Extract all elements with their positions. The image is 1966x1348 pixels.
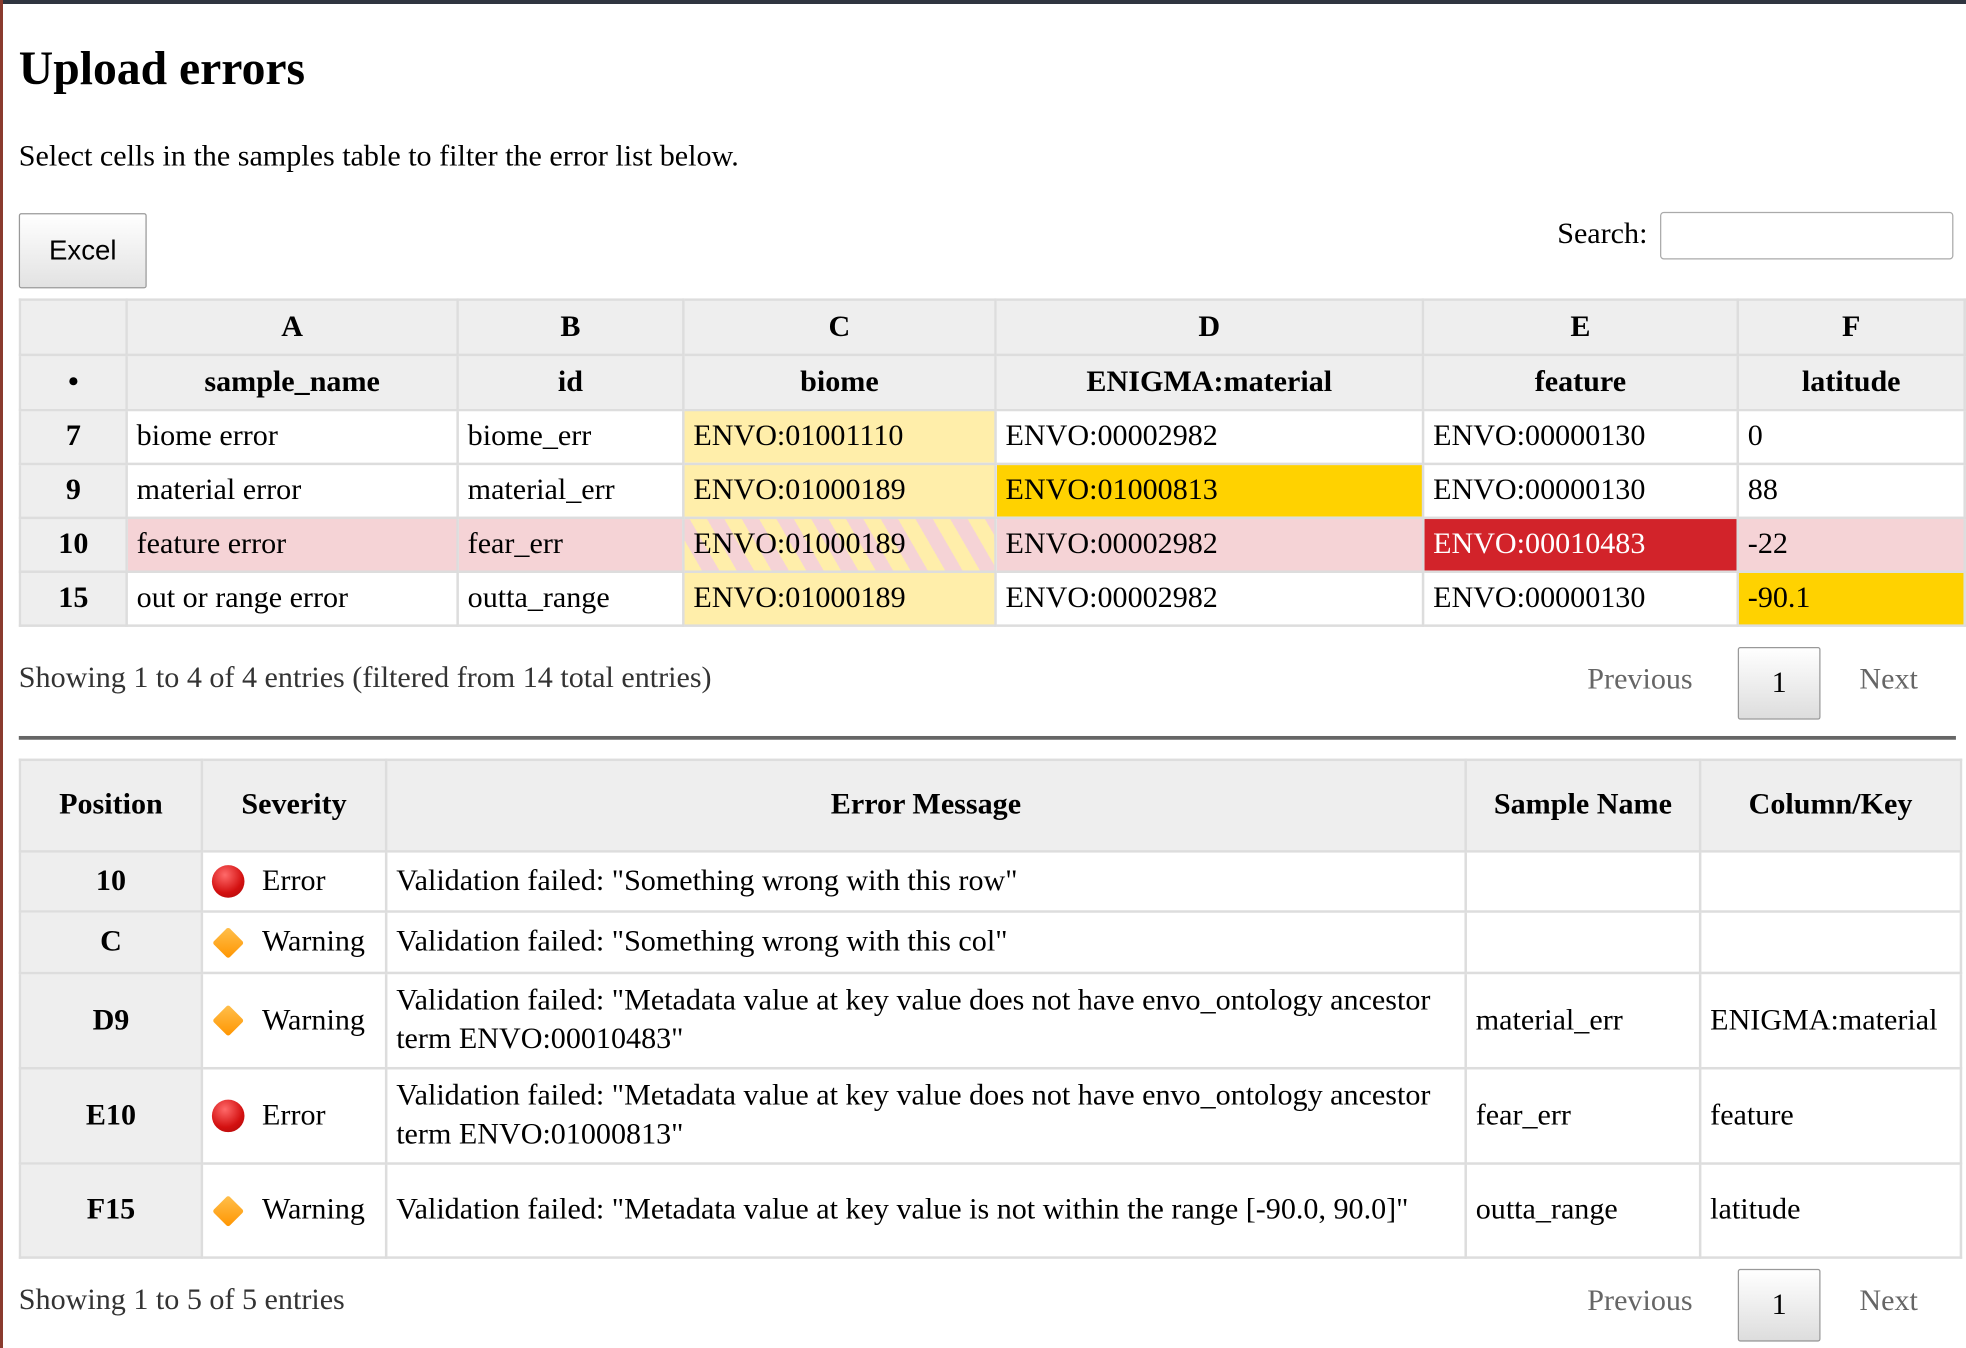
- column-header[interactable]: latitude: [1738, 355, 1965, 410]
- next-page-button[interactable]: Next: [1859, 663, 1918, 696]
- previous-page-button[interactable]: Previous: [1587, 663, 1693, 696]
- error-icon: [212, 865, 245, 898]
- error-column-key: ENIGMA:material: [1700, 973, 1961, 1068]
- search-input[interactable]: [1660, 212, 1953, 260]
- error-position: 10: [20, 851, 202, 911]
- severity-label: Error: [262, 864, 326, 898]
- error-message: Validation failed: "Metadata value at key value does not have envo_ontology ancestor term ENVO:01000813": [386, 1068, 1466, 1163]
- error-row[interactable]: [20, 912, 1961, 973]
- intro-text: Select cells in the samples table to filter the error list below.: [18, 140, 739, 174]
- samples-table-info: Showing 1 to 4 of 4 entries (filtered from 14 total entries): [18, 662, 712, 695]
- error-cell[interactable]: ENVO:00010483: [1423, 518, 1738, 572]
- error-sample-name: material_err: [1466, 973, 1700, 1068]
- column-header-row: [20, 355, 1965, 410]
- errors-header-row: [20, 760, 1961, 852]
- table-cell[interactable]: ENVO:00000130: [1423, 464, 1738, 518]
- column-letter[interactable]: A: [127, 300, 458, 355]
- error-row[interactable]: [20, 851, 1961, 911]
- error-severity: [202, 1068, 386, 1163]
- table-cell[interactable]: outta_range: [458, 572, 684, 626]
- warning-icon: [212, 926, 244, 958]
- table-cell[interactable]: ENVO:01000189: [683, 572, 995, 626]
- table-cell[interactable]: biome_err: [458, 410, 684, 464]
- previous-page-button[interactable]: Previous: [1587, 1285, 1693, 1318]
- column-header[interactable]: id: [458, 355, 684, 410]
- row-number[interactable]: 10: [20, 518, 127, 572]
- errors-table: [19, 759, 1962, 1259]
- warning-cell[interactable]: -90.1: [1738, 572, 1965, 626]
- column-letter[interactable]: C: [683, 300, 995, 355]
- corner-cell: [20, 300, 127, 355]
- column-letter[interactable]: D: [996, 300, 1424, 355]
- table-cell[interactable]: ENVO:01000189: [683, 464, 995, 518]
- section-divider: [19, 736, 1956, 740]
- warning-icon: [212, 1195, 244, 1227]
- column-letter[interactable]: E: [1423, 300, 1738, 355]
- table-cell[interactable]: ENVO:00000130: [1423, 410, 1738, 464]
- error-icon: [212, 1100, 245, 1133]
- table-cell[interactable]: -22: [1738, 518, 1965, 572]
- error-severity: [202, 912, 386, 973]
- table-cell[interactable]: feature error: [127, 518, 458, 572]
- error-column-key: latitude: [1700, 1164, 1961, 1258]
- table-cell[interactable]: 88: [1738, 464, 1965, 518]
- error-column-key: feature: [1700, 1068, 1961, 1163]
- severity-label: Warning: [262, 1003, 365, 1037]
- table-cell[interactable]: material_err: [458, 464, 684, 518]
- row-number[interactable]: 15: [20, 572, 127, 626]
- excel-export-button[interactable]: Excel: [19, 213, 147, 288]
- error-sample-name: fear_err: [1466, 1068, 1700, 1163]
- column-header[interactable]: Error Message: [386, 760, 1466, 852]
- page-title: Upload errors: [18, 42, 306, 96]
- table-row: [20, 464, 1965, 518]
- column-header[interactable]: Severity: [202, 760, 386, 852]
- severity-label: Warning: [262, 1193, 365, 1227]
- error-position: C: [20, 912, 202, 973]
- error-position: E10: [20, 1068, 202, 1163]
- column-header[interactable]: Column/Key: [1700, 760, 1961, 852]
- table-cell[interactable]: out or range error: [127, 572, 458, 626]
- column-header[interactable]: Position: [20, 760, 202, 852]
- column-header[interactable]: biome: [683, 355, 995, 410]
- error-row[interactable]: [20, 1068, 1961, 1163]
- warning-icon: [212, 1005, 244, 1037]
- table-cell[interactable]: material error: [127, 464, 458, 518]
- table-cell[interactable]: ENVO:00000130: [1423, 572, 1738, 626]
- page-1-button[interactable]: 1: [1738, 647, 1821, 720]
- warning-cell[interactable]: ENVO:01000813: [996, 464, 1424, 518]
- table-row: [20, 572, 1965, 626]
- error-row[interactable]: [20, 973, 1961, 1068]
- next-page-button[interactable]: Next: [1859, 1285, 1918, 1318]
- table-row: [20, 518, 1965, 572]
- severity-label: Error: [262, 1098, 326, 1132]
- error-row[interactable]: [20, 1164, 1961, 1258]
- error-message: Validation failed: "Something wrong with this col": [386, 912, 1466, 973]
- column-header[interactable]: ENIGMA:material: [996, 355, 1424, 410]
- error-message: Validation failed: "Metadata value at key value is not within the range [-90.0, 90.0]": [386, 1164, 1466, 1258]
- row-number[interactable]: 9: [20, 464, 127, 518]
- table-cell[interactable]: ENVO:00002982: [996, 410, 1424, 464]
- table-cell[interactable]: ENVO:01000189: [683, 518, 995, 572]
- error-sample-name: outta_range: [1466, 1164, 1700, 1258]
- samples-table: [19, 298, 1966, 626]
- error-column-key: [1700, 912, 1961, 973]
- column-letter[interactable]: B: [458, 300, 684, 355]
- column-header[interactable]: Sample Name: [1466, 760, 1700, 852]
- error-severity: [202, 1164, 386, 1258]
- error-position: F15: [20, 1164, 202, 1258]
- column-header[interactable]: •: [20, 355, 127, 410]
- column-header[interactable]: feature: [1423, 355, 1738, 410]
- table-cell[interactable]: fear_err: [458, 518, 684, 572]
- table-cell[interactable]: ENVO:00002982: [996, 572, 1424, 626]
- error-sample-name: [1466, 851, 1700, 911]
- table-cell[interactable]: ENVO:01001110: [683, 410, 995, 464]
- error-sample-name: [1466, 912, 1700, 973]
- table-row: [20, 410, 1965, 464]
- errors-table-info: Showing 1 to 5 of 5 entries: [18, 1283, 345, 1317]
- table-cell[interactable]: biome error: [127, 410, 458, 464]
- error-column-key: [1700, 851, 1961, 911]
- severity-label: Warning: [262, 925, 365, 958]
- table-cell[interactable]: ENVO:00002982: [996, 518, 1424, 572]
- error-message: Validation failed: "Metadata value at key value does not have envo_ontology ancestor term ENVO:00010483": [386, 973, 1466, 1068]
- row-number[interactable]: 7: [20, 410, 127, 464]
- page-1-button[interactable]: 1: [1738, 1269, 1821, 1342]
- error-severity: [202, 973, 386, 1068]
- error-message: Validation failed: "Something wrong with this row": [386, 851, 1466, 911]
- column-letter[interactable]: F: [1738, 300, 1965, 355]
- column-header[interactable]: sample_name: [127, 355, 458, 410]
- column-letter-row: [20, 300, 1965, 355]
- error-position: D9: [20, 973, 202, 1068]
- error-severity: [202, 851, 386, 911]
- search-label: Search:: [1557, 218, 1648, 251]
- table-cell[interactable]: 0: [1738, 410, 1965, 464]
